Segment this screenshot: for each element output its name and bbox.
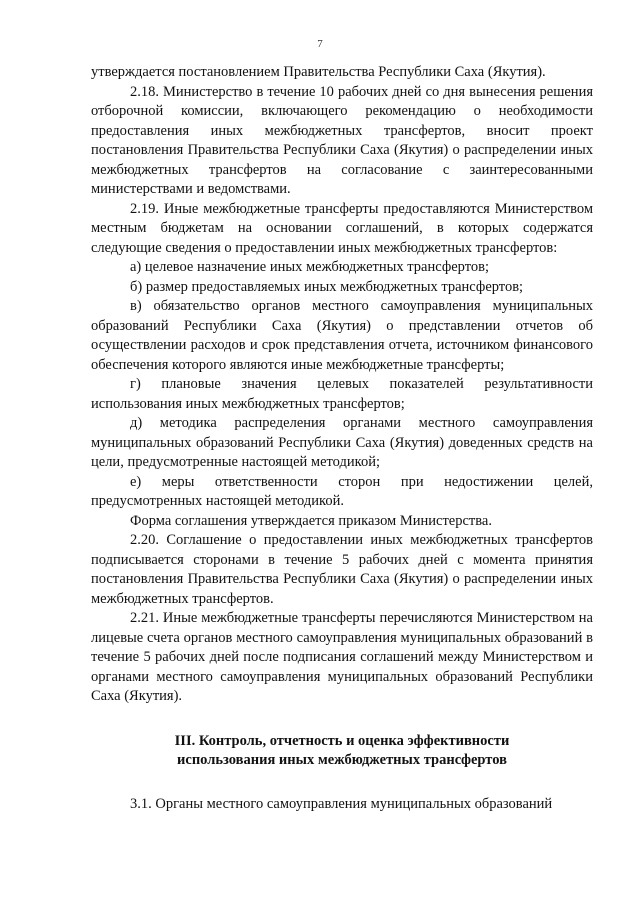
list-item-a: а) целевое назначение иных межбюджетных трансфертов; [130,259,489,275]
list-item-g: г) плановые значения целевых показателей результативности использования иных межбюджетных трансфертов; [91,376,593,412]
document-body [91,63,593,814]
section-heading [91,732,593,771]
list-item-e: е) меры ответственности сторон при недостижении целей, предусмотренных настоящей методикой. [91,473,593,509]
paragraph-continuation: утверждается постановлением Правительства Республики Саха (Якутия). [91,64,546,80]
section-heading-line-1: III. Контроль, отчетность и оценка эффективности [174,732,510,749]
list-item-d: д) методика распределения органами местного самоуправления муниципальных образований Республики Саха (Якутия) доведенных средств на цели, предусмотренные настоящей методикой; [91,415,593,470]
paragraph-2-21: 2.21. Иные межбюджетные трансферты перечисляются Министерством на лицевые счета органов местного самоуправления муниципальных образований в течение 5 рабочих дней после подписания соглашений между Министерством и органами местного самоуправления муниципальных образований Республики Саха (Якутия). [91,610,593,704]
paragraph-2-19: 2.19. Иные межбюджетные трансферты предоставляются Министерством местным бюджетам на основании соглашений, в которых содержатся следующие сведения о предоставлении иных межбюджетных трансфертов: [91,200,593,256]
section-heading-line-2: использования иных межбюджетных трансфертов [177,752,507,768]
page-number: 7 [317,38,323,50]
paragraph-agreement-form: Форма соглашения утверждается приказом Министерства. [130,512,492,529]
paragraph-2-20: 2.20. Соглашение о предоставлении иных межбюджетных трансфертов подписывается сторонами в течение 5 рабочих дней с момента принятия постановления Правительства Республики Саха (Якутия) о распределении иных межбюджетных трансфертов. [91,532,593,607]
paragraph-3-1: 3.1. Органы местного самоуправления муниципальных образований [130,795,553,812]
paragraph-2-18: 2.18. Министерство в течение 10 рабочих дней со дня вынесения решения отборочной комиссии, включающего рекомендацию о необходимости предоставления иных межбюджетных трансфертов, вносит проект постановления Правительства Республики Саха (Якутия) о распределении иных межбюджетных трансфертов на согласование с заинтересованными министерствами и ведомствами. [91,83,593,197]
list-item-b: б) размер предоставляемых иных межбюджетных трансфертов; [130,278,524,295]
list-item-v: в) обязательство органов местного самоуправления муниципальных образований Республики Саха (Якутия) о представлении отчетов об осуществлении расходов и срок представления отчета, источником финансового обеспечения которого являются иные межбюджетные трансферты; [91,298,593,373]
